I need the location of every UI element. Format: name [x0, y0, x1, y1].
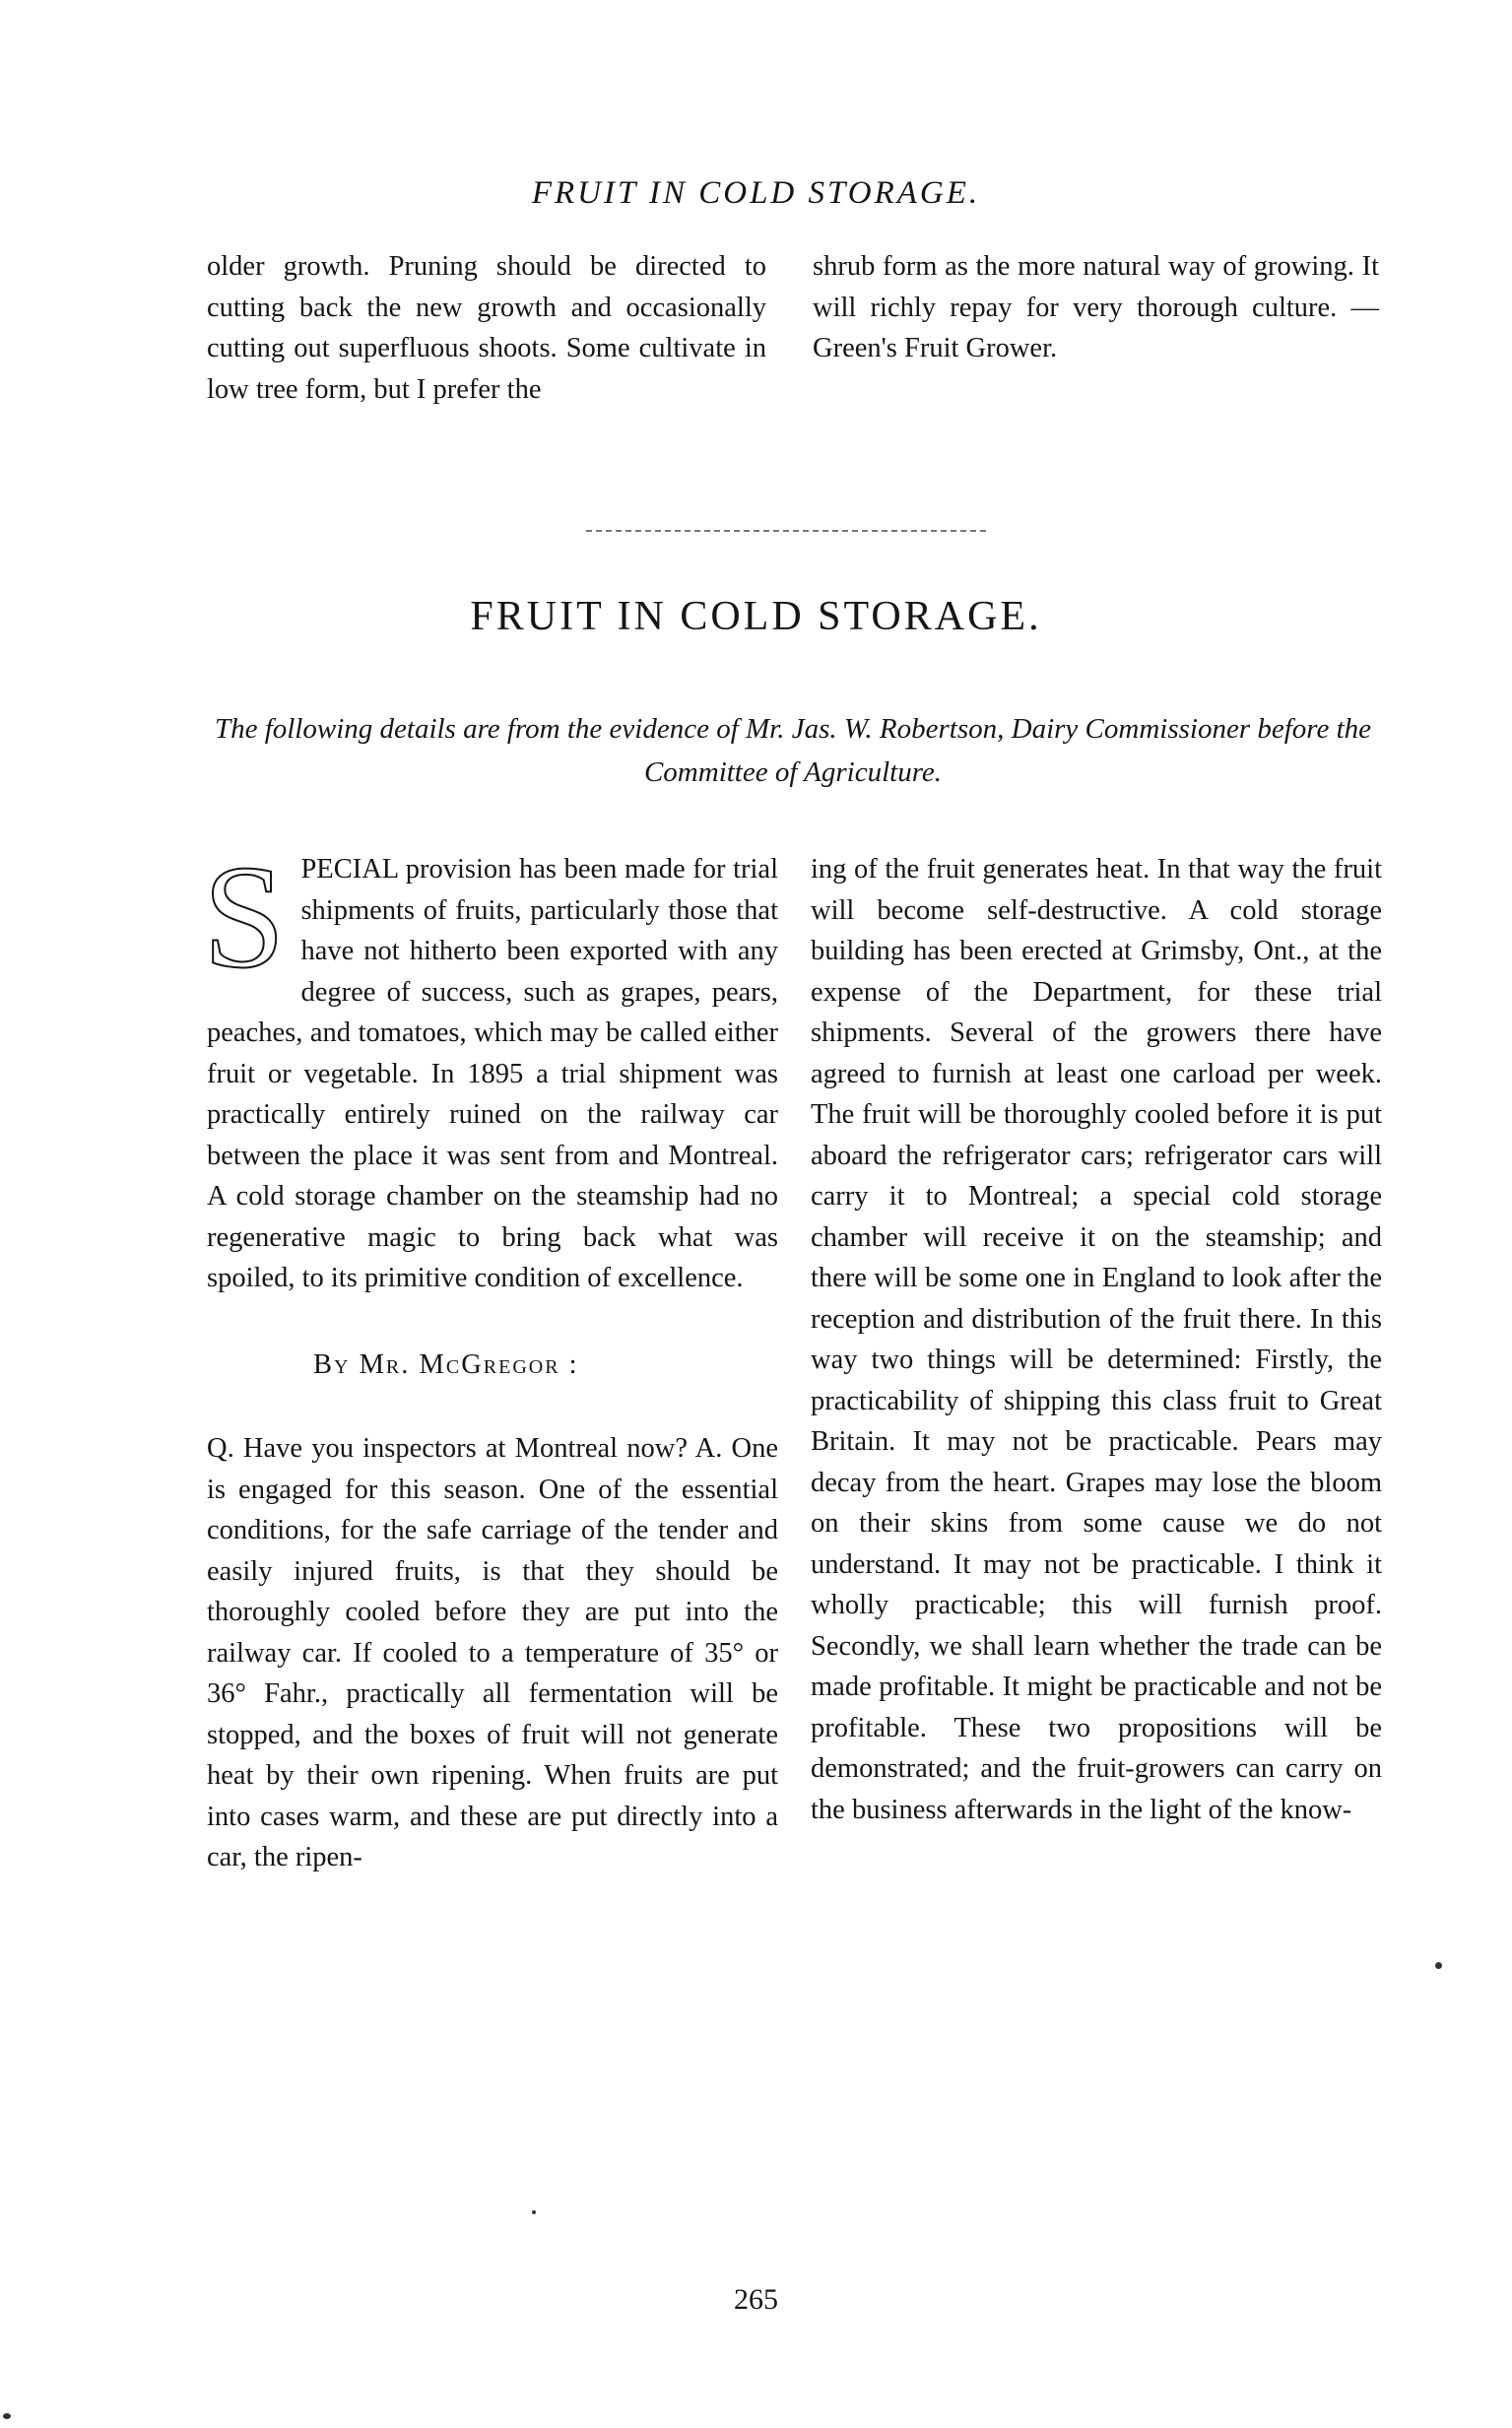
scan-speck	[3, 2413, 11, 2419]
article-subtitle: The following details are from the evidence of Mr. Jas. W. Robertson, Dairy Commissioner before the Committee of Agriculture.	[214, 713, 1372, 788]
drop-cap: S	[203, 835, 286, 999]
byline: By Mr. McGregor :	[313, 1348, 579, 1380]
article-title: FRUIT IN COLD STORAGE.	[470, 594, 1042, 639]
continued-text-left	[207, 246, 766, 410]
article-left-column	[203, 835, 778, 1878]
qa-paragraph: Q. Have you inspectors at Montreal now? A. One is engaged for this season. One of the essential conditions, for the safe carriage of the tender and easily injured fruits, is that they should be thoroughly cooled before they are put into the railway car. If cooled to a temperature of 35° or 36° Fahr., practically all fermentation will be stopped, and the boxes of fruit will not generate heat by their own ripening. When fruits are put into cases warm, and these are put directly into a car, the ripen-	[207, 1433, 778, 1872]
section-divider	[586, 530, 986, 532]
scan-speck	[532, 2210, 536, 2214]
scan-speck	[1435, 1962, 1442, 1969]
running-head: FRUIT IN COLD STORAGE.	[531, 175, 981, 211]
article-right-column	[811, 849, 1382, 1830]
intro-text: PECIAL provision has been made for trial shipments of fruits, particularly those that have not hitherto been exported with any degree of success, such as grapes, pears, peaches, and tomatoes, which may be called either fruit or vegetable. In 1895 a trial shipment was practically entirely ruined on the railway car between the place it was sent from and Montreal. A cold storage chamber on the steamship had no regenerative magic to bring back what was spoiled, to its primitive condition of excellence.	[207, 854, 778, 1293]
intro-paragraph	[203, 835, 778, 1299]
continued-paragraph-right: shrub form as the more natural way of growing. It will richly repay for very thorough culture. —Green's Fruit Grower.	[813, 251, 1379, 363]
page-number: 265	[734, 2283, 778, 2316]
continued-text-right	[813, 246, 1379, 369]
continued-paragraph-left: older growth. Pruning should be directed to cutting back the new growth and occasionally cutting out superfluous shoots. Some cultivate in low tree form, but I prefer the	[207, 251, 766, 405]
qa-paragraph-continued: ing of the fruit generates heat. In that way the fruit will become self-destructive. A cold storage building has been erected at Grimsby, Ont., at the expense of the Department, for these trial shipments. Several of the growers there have agreed to furnish at least one carload per week. The fruit will be thoroughly cooled before it is put aboard the refrigerator cars; refrigerator cars will carry it to Montreal; a special cold storage chamber will receive it on the steamship; and there will be some one in England to look after the reception and distribution of the fruit there. In this way two things will be determined: Firstly, the practicability of shipping this class fruit to Great Britain. It may not be practicable. Pears may decay from the heart. Grapes may lose the bloom on their skins from some cause we do not understand. It may not be practicable. I think it wholly practicable; this will furnish proof. Secondly, we shall learn whether the trade can be made profitable. It might be practicable and not be profitable. These two propositions will be demonstrated; and the fruit-growers can carry on the business afterwards in the light of the know-	[811, 854, 1382, 1825]
